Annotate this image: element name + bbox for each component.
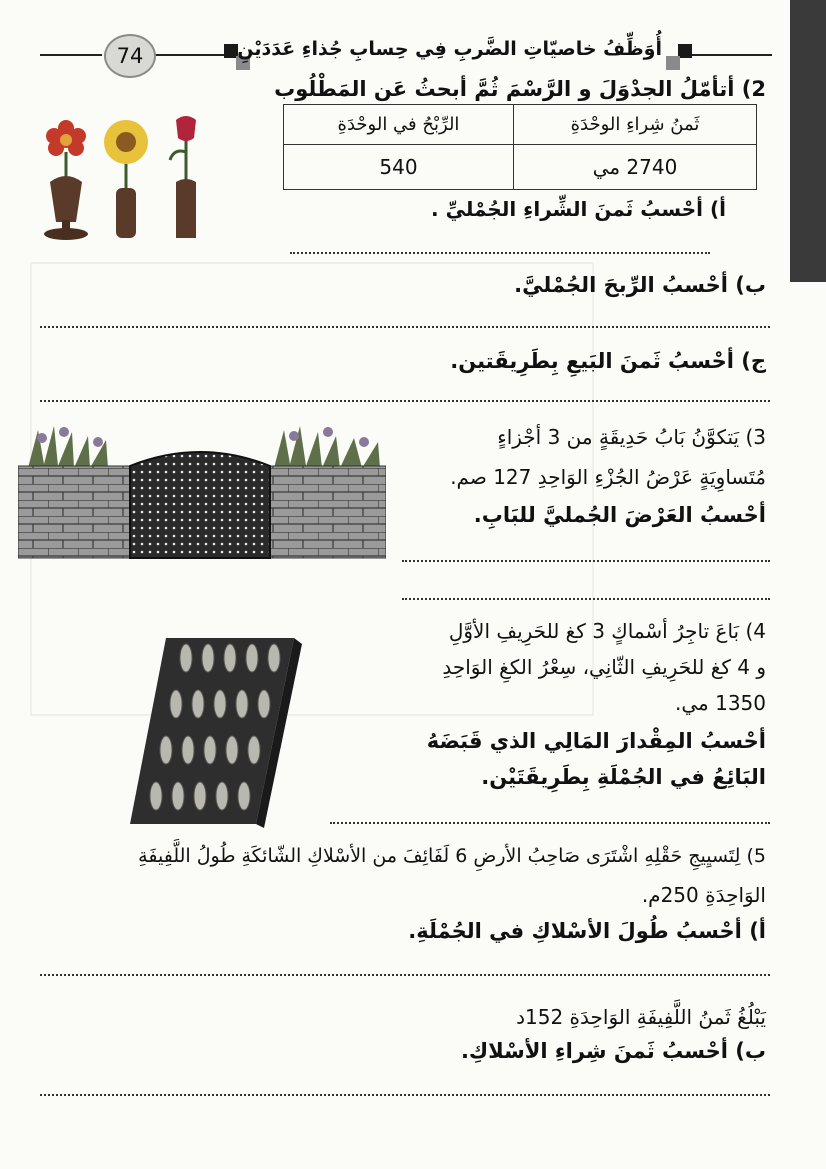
- wall-left: [18, 466, 130, 558]
- ex3-question: أحْسبُ العَرْضَ الجُمليَّ للبَابِ.: [473, 503, 766, 527]
- ex5-note: يَبْلُغُ ثَمنُ اللَّفِيفَةِ الوَاحِدَةِ 152د: [516, 1005, 766, 1029]
- page-number-badge: [104, 34, 156, 78]
- header-square-dark: [678, 44, 692, 58]
- ex4-question1: أحْسبُ المِقْدارَ المَالِي الذي قَبَضَهُ: [426, 729, 766, 753]
- ex4-question2: البَائِعُ في الجُمْلَةِ بِطَرِيقَتَيْن.: [481, 765, 766, 789]
- flowers-illustration: [36, 112, 216, 244]
- ex4-line2: و 4 كغ للحَرِيفِ الثّانِي، سِعْرُ الكغِ الوَاحِدِ: [442, 655, 766, 679]
- table-value-profit: 540: [284, 144, 514, 189]
- answer-line: [402, 560, 770, 562]
- ex3-line1: 3) يَتكوَّنُ بَابُ حَدِيقَةٍ من 3 أجْزاءٍ: [497, 425, 766, 449]
- price-table: [283, 104, 757, 190]
- page-title: أُوَظِّفُ خاصيّاتِ الضَّربِ فِي حِسابِ جُذاءِ عَدَدَيْنِ: [237, 38, 662, 60]
- header-rule-left: [40, 54, 102, 56]
- wall-right: [270, 466, 386, 558]
- ex5-line2: الوَاحِدَةِ 250م.: [641, 883, 766, 907]
- ex2-question-c: ج) أحْسبُ ثَمنَ البَيعِ بِطَرِيقَتين.: [450, 349, 766, 373]
- ex4-line1: 4) بَاعَ تاجِرُ أسْماكٍ 3 كغ للحَرِيفِ الأوَّلِ: [448, 619, 766, 643]
- answer-line: [40, 400, 770, 402]
- ex2-question-a: أ) أحْسبُ ثَمنَ الشِّراءِ الجُمْليِّ .: [431, 197, 726, 221]
- ex2-intro: 2) أتأمّلُ الجدْوَلَ و الرَّسْمَ ثُمَّ أبحثُ عَن المَطْلُوب: [274, 77, 766, 101]
- answer-line: [40, 974, 770, 976]
- answer-line: [402, 598, 770, 600]
- table-header-purchase: ثَمنُ شِراءِ الوحْدَةِ: [514, 105, 757, 145]
- header-square-gray: [666, 56, 680, 70]
- ex5-line1: 5) لِتَسيِيجِ حَقْلِهِ اشْتَرَى صَاحِبُ الأرضِ 6 لَفَائِفَ من الأسْلاكِ الشّائكَةِ طُولُ اللَّفِيفَةِ: [138, 845, 766, 867]
- plants-right-icon: [274, 426, 380, 468]
- table-value-purchase: 2740 مي: [514, 144, 757, 189]
- fish-crate-illustration: [126, 628, 302, 828]
- garden-gate-illustration: [18, 420, 386, 560]
- page-edge-tab: [790, 0, 826, 282]
- answer-line: [40, 1094, 770, 1096]
- header-rule-mid: [154, 54, 224, 56]
- answer-line: [40, 326, 770, 328]
- page-number: 74: [116, 44, 144, 68]
- plants-left-icon: [28, 426, 108, 468]
- flower-red-icon: [44, 120, 88, 240]
- ex4-line3: 1350 مي.: [674, 691, 766, 715]
- answer-line: [330, 822, 770, 824]
- flower-tulip-icon: [170, 116, 196, 238]
- ex5-question-a: أ) أحْسبُ طُولَ الأسْلاكِ في الجُمْلَةِ.: [408, 919, 766, 943]
- gate-icon: [130, 452, 270, 558]
- header-rule-right: [690, 54, 772, 56]
- answer-line: [290, 252, 710, 254]
- ex3-line2: مُتَساوِيَةٍ عَرْضُ الجُزْءِ الوَاحِدِ 127 صم.: [450, 465, 766, 489]
- ex5-question-b: ب) أحْسبُ ثَمنَ شِراءِ الأسْلاكِ.: [460, 1039, 766, 1063]
- table-header-profit: الرِّبْحُ في الوحْدَةِ: [284, 105, 514, 145]
- flower-sunflower-icon: [104, 120, 148, 238]
- ex2-question-b: ب) أحْسبُ الرِّبحَ الجُمْليَّ.: [514, 273, 766, 297]
